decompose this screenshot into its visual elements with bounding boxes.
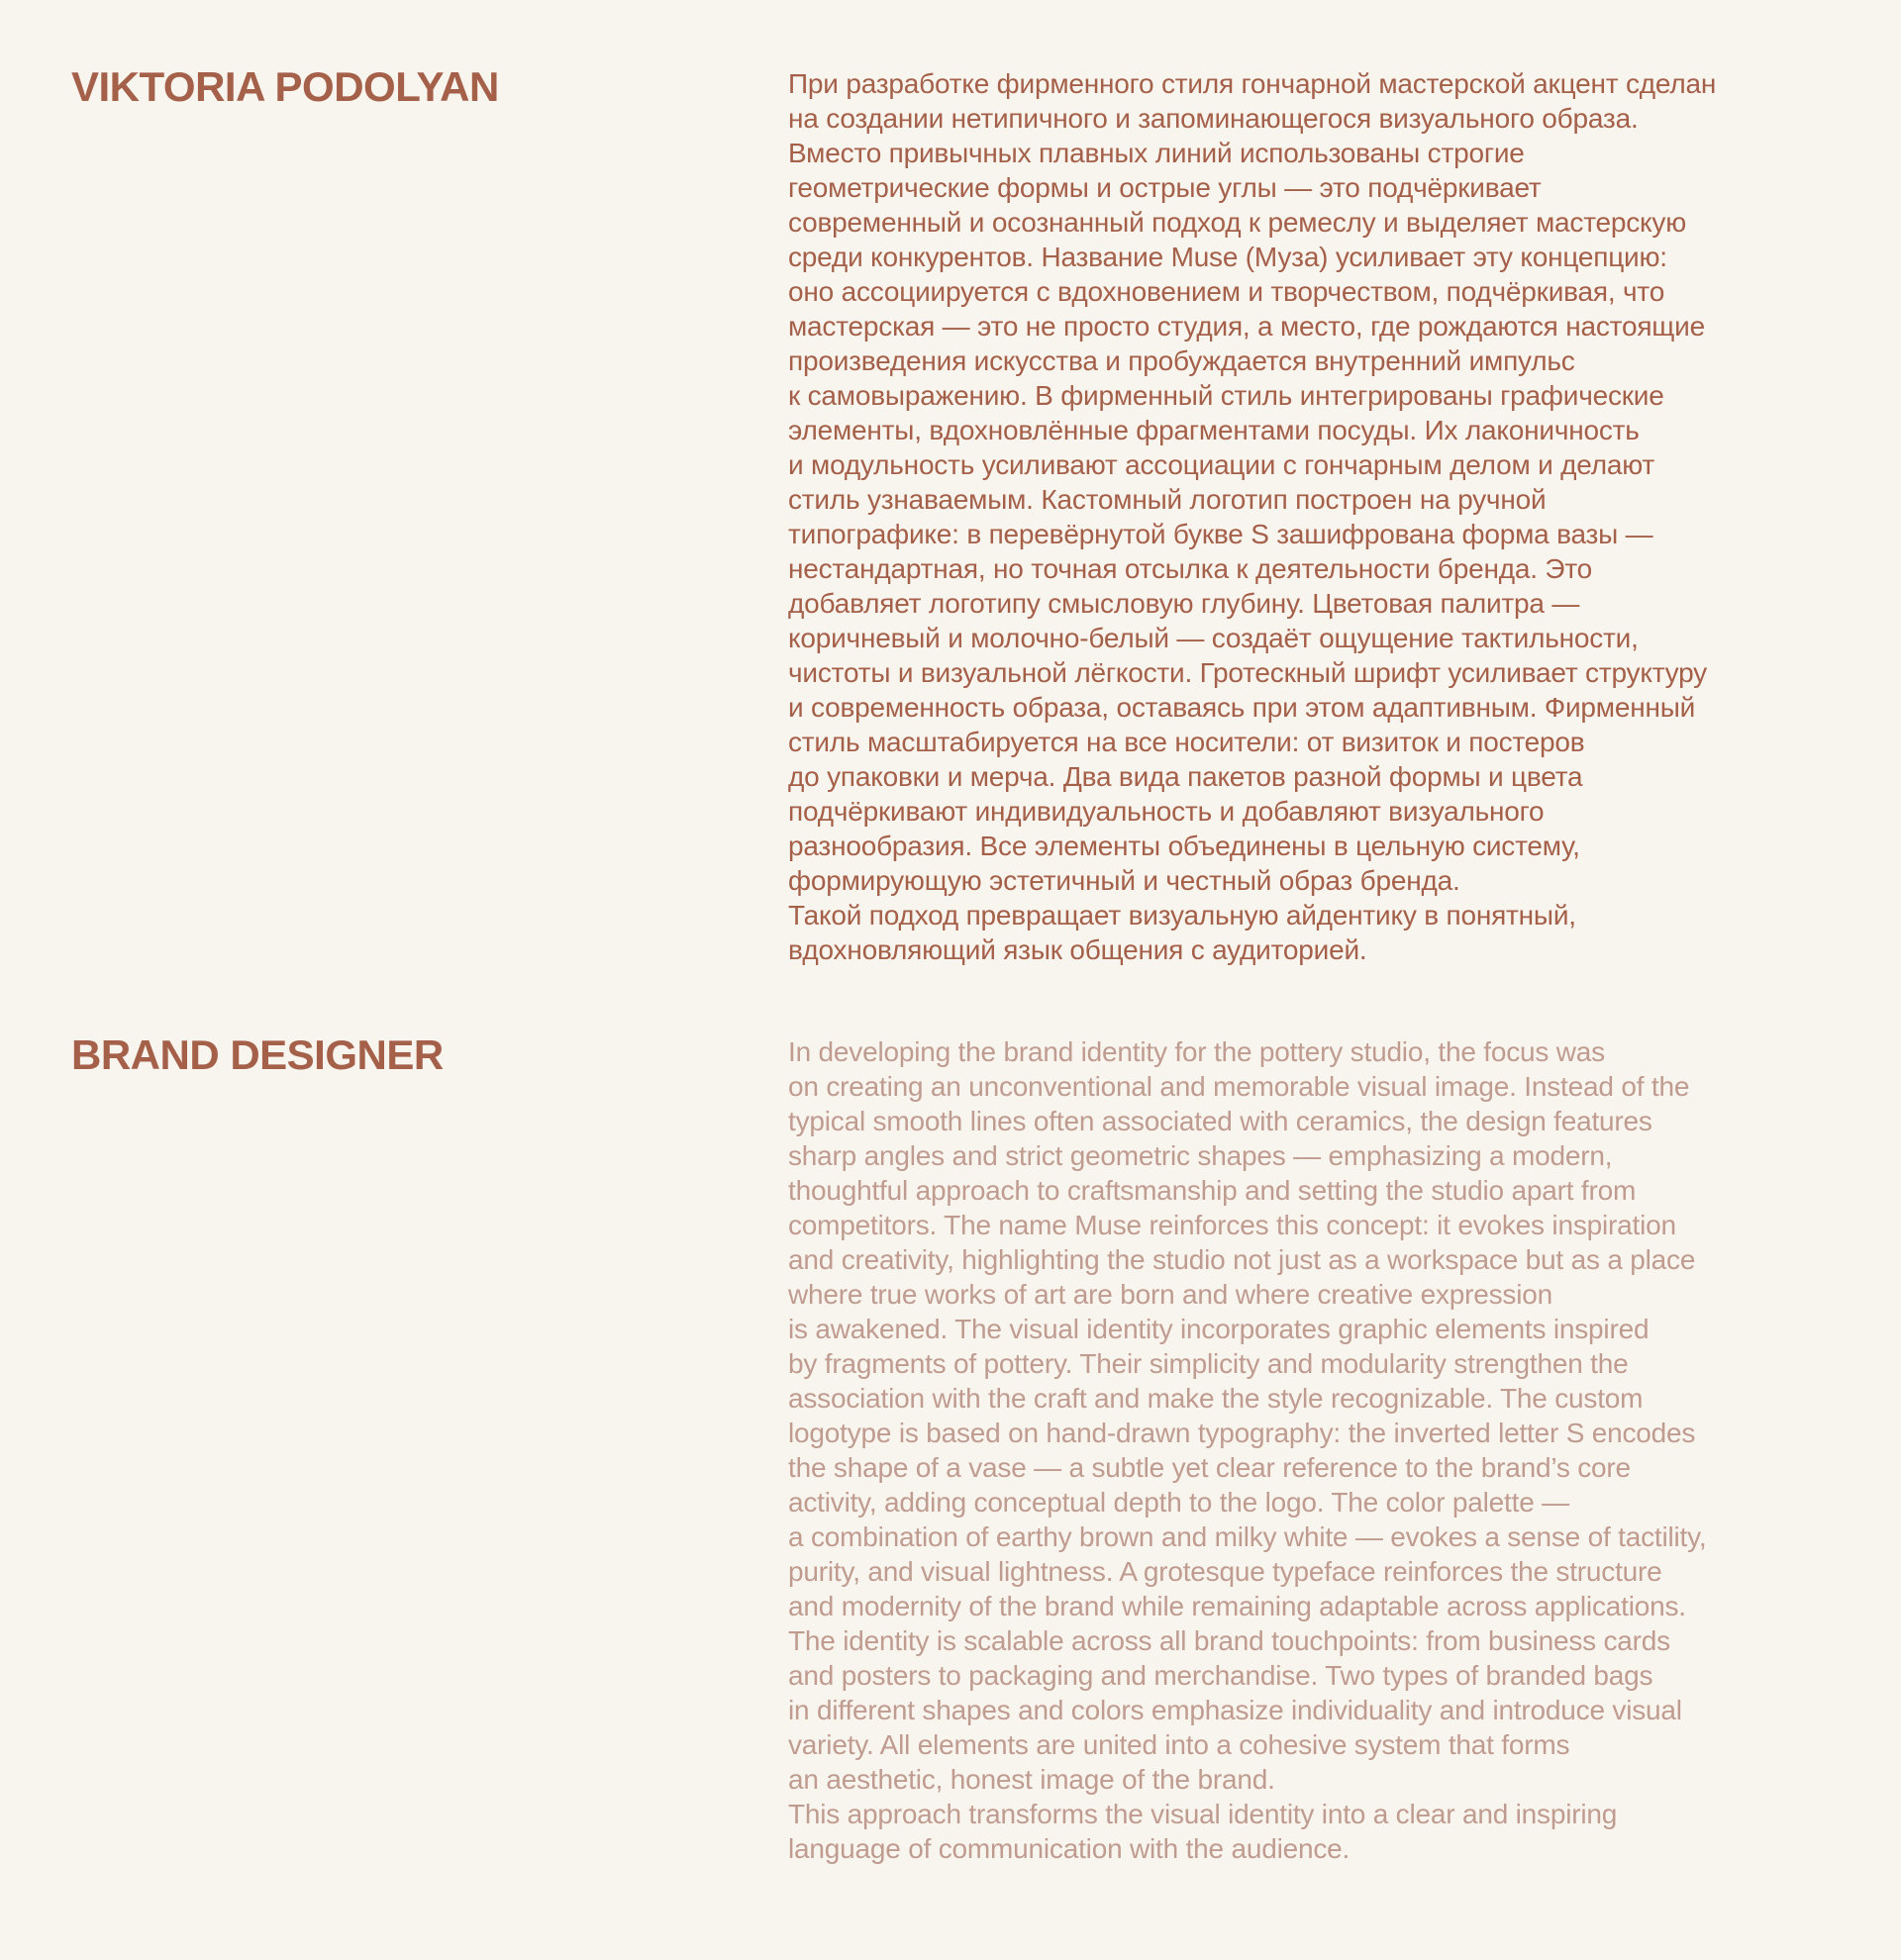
about-text-russian: При разработке фирменного стиля гончарной мастерской акцент сделан на создании нетипичного и запоминающегося визуального образа. Вместо привычных плавных линий использованы строгие геометрические формы и острые углы — это подчёркивает современный и осознанный подход к ремеслу и выделяет мастерскую среди конкурентов. Название Muse (Муза) усиливает эту концепцию: оно ассоциируется с вдохновением и творчеством, подчёркивая, что мастерская — это не просто студия, а место, где рождаются настоящие произведения искусства и пробуждается внутренний импульс к самовыражению. В фирменный стиль интегрированы графические элементы, вдохновлённые фрагментами посуды. Их лаконичность и модульность усиливают ассоциации с гончарным делом и делают стиль узнаваемым. Кастомный логотип построен на ручной типографике: в перевёрнутой букве S зашифрована форма вазы — нестандартная, но точная отсылка к деятельности бренда. Это добавляет логотипу смысловую глубину. Цветовая палитра — коричневый и молочно-белый — создаёт ощущение тактильности, чистоты и визуальной лёгкости. Гротескный шрифт усиливает структуру и современность образа, оставаясь при этом адаптивным. Фирменный стиль масштабируется на все носители: от визиток и постеров до упаковки и мерча. Два вида пакетов разной формы и цвета подчёркивают индивидуальность и добавляют визуального разнообразия. Все элементы объединены в цельную систему, формирующую эстетичный и честный образ бренда. Такой подход превращает визуальную айдентику в понятный, вдохновляющий язык общения с аудиторией. <box>788 68 1717 965</box>
section-english <box>71 1031 1901 1866</box>
section-russian <box>71 63 1901 967</box>
designer-role-heading: BRAND DESIGNER <box>71 1031 444 1078</box>
designer-name-heading: VIKTORIA PODOLYAN <box>71 63 499 110</box>
about-text-english: In developing the brand identity for the pottery studio, the focus was on creating an unconventional and memorable visual image. Instead of the typical smooth lines often associated with ceramics, the design features sharp angles and strict geometric shapes — emphasizing a modern, thoughtful approach to craftsmanship and setting the studio apart from competitors. The name Muse reinforces this concept: it evokes inspiration and creativity, highlighting the studio not just as a workspace but as a place where true works of art are born and where creative expression is awakened. The visual identity incorporates graphic elements inspired by fragments of pottery. Their simplicity and modularity strengthen the association with the craft and make the style recognizable. The custom logotype is based on hand-drawn typography: the inverted letter S encodes the shape of a vase — a subtle yet clear reference to the brand’s core activity, adding conceptual depth to the logo. The color palette — a combination of earthy brown and milky white — evokes a sense of tactility, purity, and visual lightness. A grotesque typeface reinforces the structure and modernity of the brand while remaining adaptable across applications. The identity is scalable across all brand touchpoints: from business cards and posters to packaging and merchandise. Two types of branded bags in different shapes and colors emphasize individuality and introduce visual variety. All elements are united into a cohesive system that forms an aesthetic, honest image of the brand. This approach transforms the visual identity into a clear and inspiring language of communication with the audience. <box>788 1036 1707 1864</box>
